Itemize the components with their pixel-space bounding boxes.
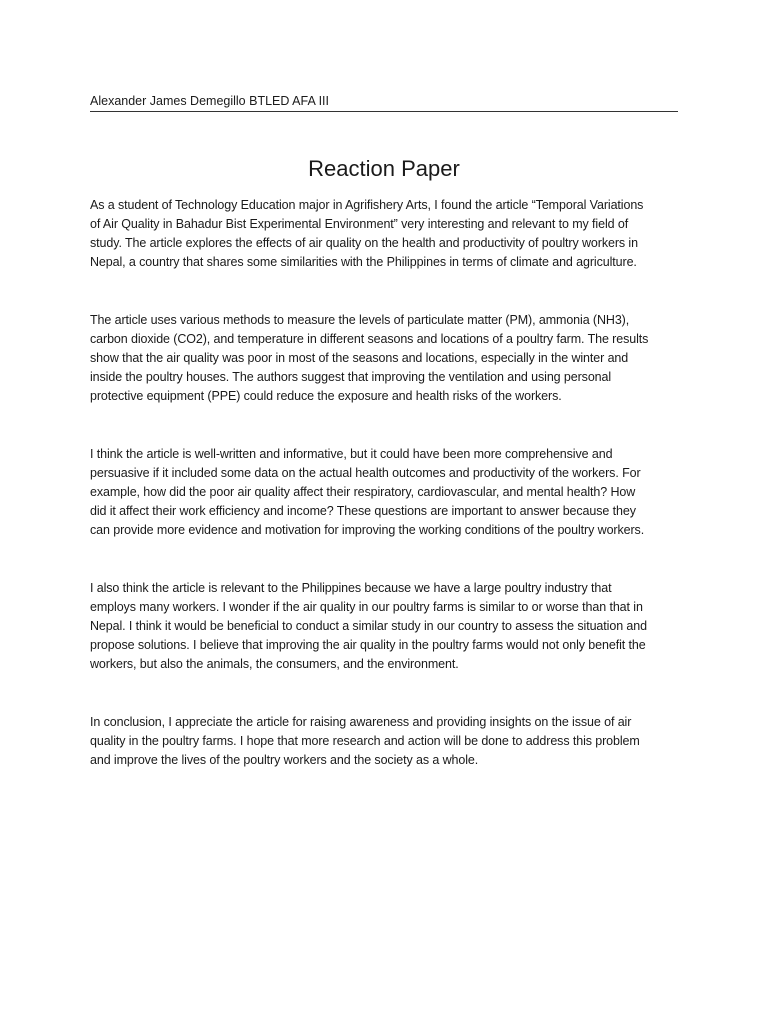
text-line: inside the poultry houses. The authors suggest that improving the ventilation and using personal [90, 370, 612, 384]
paragraph-methods [90, 311, 680, 406]
text-line: study. The article explores the effects of air quality on the health and productivity of poultry workers in [90, 236, 638, 250]
paragraph-relevance [90, 579, 680, 674]
text-line: Nepal. I think it would be beneficial to conduct a similar study in our country to assess the situation and [90, 619, 647, 633]
text-line: persuasive if it included some data on the actual health outcomes and productivity of the workers. For [90, 466, 641, 480]
text-line: show that the air quality was poor in most of the seasons and locations, especially in the winter and [90, 351, 629, 365]
text-line: example, how did the poor air quality affect their respiratory, cardiovascular, and mental health? How [90, 485, 636, 499]
text-line: and improve the lives of the poultry workers and the society as a whole. [90, 753, 479, 767]
text-line: employs many workers. I wonder if the air quality in our poultry farms is similar to or worse than that in [90, 600, 643, 614]
text-line: carbon dioxide (CO2), and temperature in different seasons and locations of a poultry farm. The results [90, 332, 649, 346]
text-line: of Air Quality in Bahadur Bist Experimental Environment” very interesting and relevant to my field of [90, 217, 629, 231]
text-line: did it affect their work efficiency and income? These questions are important to answer because they [90, 504, 636, 518]
text-line: quality in the poultry farms. I hope that more research and action will be done to address this problem [90, 734, 640, 748]
text-line: workers, but also the animals, the consumers, and the environment. [90, 657, 459, 671]
text-line: In conclusion, I appreciate the article for raising awareness and providing insights on the issue of air [90, 715, 632, 729]
paragraph-critique [90, 445, 680, 540]
paragraph-introduction [90, 196, 680, 272]
author-header: Alexander James Demegillo BTLED AFA III [90, 93, 678, 112]
paragraph-conclusion [90, 713, 680, 770]
text-line: Nepal, a country that shares some similarities with the Philippines in terms of climate and agriculture. [90, 255, 637, 269]
text-line: I think the article is well-written and informative, but it could have been more comprehensive and [90, 447, 613, 461]
text-line: I also think the article is relevant to the Philippines because we have a large poultry industry that [90, 581, 612, 595]
text-line: protective equipment (PPE) could reduce the exposure and health risks of the workers. [90, 389, 562, 403]
document-title: Reaction Paper [308, 156, 460, 181]
text-line: As a student of Technology Education major in Agrifishery Arts, I found the article “Temporal Variations [90, 198, 644, 212]
text-line: propose solutions. I believe that improving the air quality in the poultry farms would not only benefit the [90, 638, 646, 652]
text-line: The article uses various methods to measure the levels of particulate matter (PM), ammonia (NH3), [90, 313, 630, 327]
text-line: can provide more evidence and motivation for improving the working conditions of the poultry workers. [90, 523, 645, 537]
document-body [90, 196, 680, 809]
